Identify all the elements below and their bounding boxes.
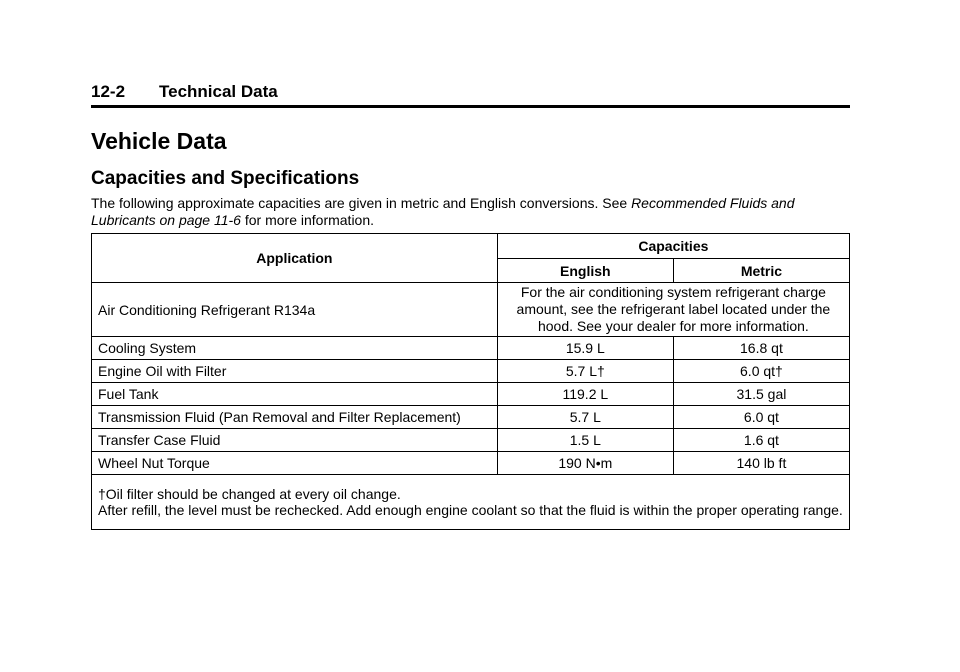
table-row	[92, 452, 850, 475]
chapter-title: Technical Data	[159, 82, 278, 101]
cell-english: 15.9 L	[497, 337, 673, 360]
page-number: 12-2	[91, 82, 126, 101]
cell-english: 119.2 L	[497, 383, 673, 406]
intro-paragraph	[91, 195, 861, 229]
cell-english: 5.7 L†	[497, 360, 673, 383]
cell-metric: 140 lb ft	[673, 452, 849, 475]
table-row-ac-refrigerant	[92, 283, 850, 337]
intro-text: The following approximate capacities are given in metric and English conversions. See	[91, 195, 632, 211]
footnote-text: After refill, the level must be rechecked. Add enough engine coolant so that the fluid is within the proper operating range.	[98, 502, 843, 518]
cell-application: Air Conditioning Refrigerant R134a	[92, 283, 498, 337]
table-row	[92, 406, 850, 429]
intro-text-after: for more information.	[240, 212, 375, 228]
table-row	[92, 383, 850, 406]
cell-metric: 6.0 qt	[673, 406, 849, 429]
capacities-table	[91, 233, 850, 530]
table-footnotes-row	[92, 475, 850, 530]
cell-application: Transfer Case Fluid	[92, 429, 498, 452]
cell-english: 1.5 L	[497, 429, 673, 452]
footnotes-cell	[92, 475, 850, 530]
cell-english: 190 N•m	[497, 452, 673, 475]
cell-application: Fuel Tank	[92, 383, 498, 406]
table-row	[92, 429, 850, 452]
cell-english: 5.7 L	[497, 406, 673, 429]
header-application: Application	[92, 234, 498, 283]
header-capacities: Capacities	[497, 234, 849, 259]
page-header	[91, 80, 850, 108]
cell-ac-note: For the air conditioning system refrigerant charge amount, see the refrigerant label located under the hood. See your dealer for more information.	[497, 283, 849, 337]
footnote-text: †Oil filter should be changed at every oil change.	[98, 486, 401, 502]
cell-metric: 16.8 qt	[673, 337, 849, 360]
table-row	[92, 360, 850, 383]
table-row	[92, 337, 850, 360]
header-english: English	[497, 259, 673, 283]
cell-metric: 1.6 qt	[673, 429, 849, 452]
cell-application: Cooling System	[92, 337, 498, 360]
section-title: Vehicle Data	[91, 128, 227, 154]
cell-metric: 31.5 gal	[673, 383, 849, 406]
subsection-title: Capacities and Specifications	[91, 168, 360, 189]
fluids-reference-link[interactable]: Recommended Fluids and Lubricants on page 11-6	[91, 195, 795, 228]
cell-application: Engine Oil with Filter	[92, 360, 498, 383]
cell-application: Wheel Nut Torque	[92, 452, 498, 475]
cell-application: Transmission Fluid (Pan Removal and Filter Replacement)	[92, 406, 498, 429]
cell-metric: 6.0 qt†	[673, 360, 849, 383]
header-metric: Metric	[673, 259, 849, 283]
